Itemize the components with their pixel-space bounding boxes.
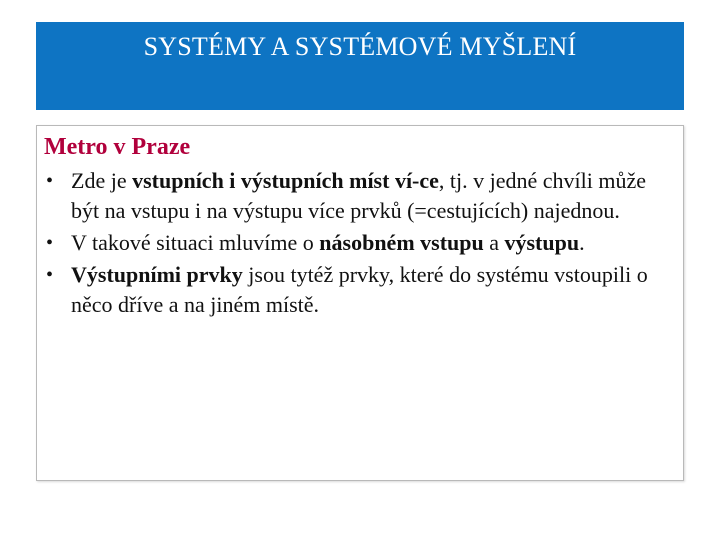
bullet-emphasis: vstupních i výstupních míst ví-ce xyxy=(132,168,439,193)
bullet-text: V takové situaci mluvíme o xyxy=(71,230,320,255)
bullet-emphasis: násobném vstupu xyxy=(319,230,484,255)
bullet-icon: • xyxy=(46,264,54,286)
bullet-text: , tj. v jedné chvíli může být na vstupu i na výstupu více prvků (=cestujících) najednou. xyxy=(71,168,647,223)
bullet-emphasis: výstupu xyxy=(504,230,580,255)
bullet-text: Zde je xyxy=(71,168,133,193)
bullet-emphasis: Výstupními prvky xyxy=(71,262,243,287)
title-bar xyxy=(36,22,684,110)
bullet-item xyxy=(44,228,674,258)
bullet-icon: • xyxy=(46,232,54,254)
bullet-text: . xyxy=(579,230,585,255)
slide-title: SYSTÉMY A SYSTÉMOVÉ MYŠLENÍ xyxy=(143,32,577,61)
bullet-list xyxy=(44,166,674,322)
content-box xyxy=(36,125,684,481)
section-heading: Metro v Praze xyxy=(44,134,191,160)
bullet-item xyxy=(44,166,674,226)
bullet-item xyxy=(44,260,674,320)
bullet-icon: • xyxy=(46,170,54,192)
bullet-text: jsou tytéž prvky, které do systému vstoupili o něco dříve a na jiném místě. xyxy=(71,262,648,317)
bullet-text: a xyxy=(483,230,505,255)
